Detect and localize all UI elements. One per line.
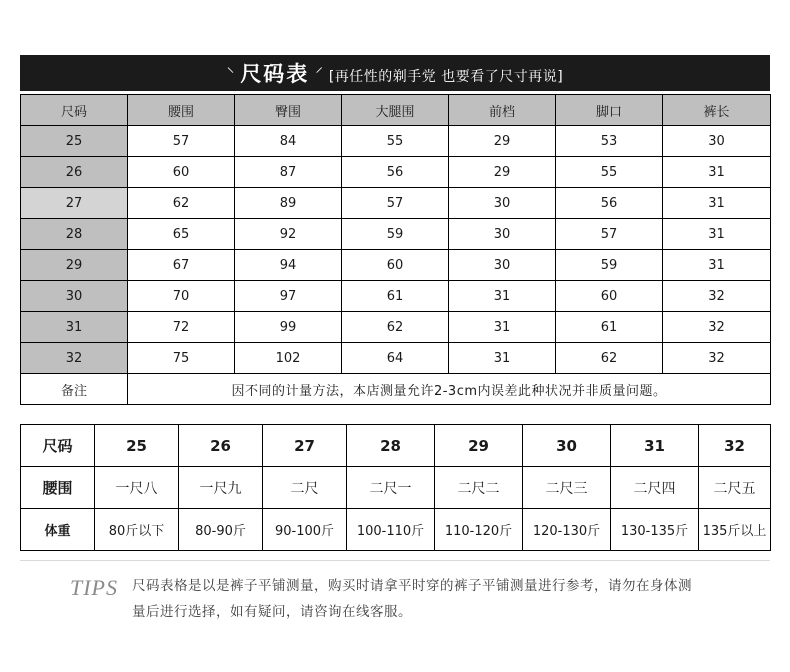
cell-weight: 130-135斤: [611, 509, 699, 551]
table-row: [21, 312, 771, 343]
column-header-hip: 臀围: [235, 95, 342, 126]
cell-hip: 97: [235, 281, 342, 312]
cell-leg-opening: 53: [556, 126, 663, 157]
cell-rise: 29: [449, 126, 556, 157]
cell-size: 27: [263, 425, 347, 467]
cell-thigh: 64: [342, 343, 449, 374]
cell-thigh: 55: [342, 126, 449, 157]
cell-length: 32: [663, 343, 771, 374]
chart-title-inner: [227, 58, 563, 88]
cell-waist: 75: [128, 343, 235, 374]
tips-row: [20, 573, 770, 625]
table-row: [21, 157, 771, 188]
tips-label: TIPS: [70, 575, 118, 600]
cell-length: 31: [663, 219, 771, 250]
table-row: [21, 281, 771, 312]
cell-size: 30: [21, 281, 128, 312]
table-row: [21, 126, 771, 157]
cell-waist-chi: 二尺: [263, 467, 347, 509]
cell-waist: 62: [128, 188, 235, 219]
size-table-head: [21, 95, 771, 126]
cell-weight: 90-100斤: [263, 509, 347, 551]
table-header-row: [21, 95, 771, 126]
cell-length: 31: [663, 250, 771, 281]
cell-weight: 135斤以上: [699, 509, 771, 551]
cell-size: 26: [179, 425, 263, 467]
cell-size: 28: [21, 219, 128, 250]
size-measurement-table: [20, 94, 771, 405]
page-subtitle: [再任性的剃手党 也要看了尺寸再说]: [328, 69, 564, 85]
cell-leg-opening: 56: [556, 188, 663, 219]
cell-hip: 102: [235, 343, 342, 374]
quote-right-icon: ⸍: [315, 65, 323, 82]
divider: [20, 560, 770, 561]
cell-hip: 87: [235, 157, 342, 188]
cell-size: 30: [523, 425, 611, 467]
cell-rise: 31: [449, 312, 556, 343]
cell-thigh: 59: [342, 219, 449, 250]
cell-size: 25: [21, 126, 128, 157]
cell-thigh: 56: [342, 157, 449, 188]
cell-leg-opening: 57: [556, 219, 663, 250]
cell-waist-chi: 一尺九: [179, 467, 263, 509]
table-row: [21, 188, 771, 219]
cell-thigh: 61: [342, 281, 449, 312]
column-header-waist: 腰围: [128, 95, 235, 126]
cell-rise: 29: [449, 157, 556, 188]
rowhead-size: 尺码: [21, 425, 95, 467]
cell-weight: 110-120斤: [435, 509, 523, 551]
column-header-leg-opening: 脚口: [556, 95, 663, 126]
cell-length: 31: [663, 188, 771, 219]
cell-waist: 72: [128, 312, 235, 343]
cell-waist-chi: 二尺一: [347, 467, 435, 509]
cell-weight: 80斤以下: [95, 509, 179, 551]
cell-leg-opening: 60: [556, 281, 663, 312]
cell-size: 27: [21, 188, 128, 219]
column-header-length: 裤长: [663, 95, 771, 126]
tips-block: [20, 560, 770, 625]
cell-size: 25: [95, 425, 179, 467]
cell-size: 32: [21, 343, 128, 374]
cell-size: 28: [347, 425, 435, 467]
column-header-thigh: 大腿围: [342, 95, 449, 126]
table-note-row: [21, 374, 771, 405]
cell-waist-chi: 一尺八: [95, 467, 179, 509]
rowhead-weight: 体重: [21, 509, 95, 551]
column-header-size: 尺码: [21, 95, 128, 126]
cell-hip: 92: [235, 219, 342, 250]
cell-size: 29: [435, 425, 523, 467]
cell-hip: 89: [235, 188, 342, 219]
cell-thigh: 62: [342, 312, 449, 343]
cell-thigh: 57: [342, 188, 449, 219]
table-row: [21, 467, 771, 509]
table-row: [21, 343, 771, 374]
cell-waist: 60: [128, 157, 235, 188]
table-row: [21, 425, 771, 467]
cell-waist: 65: [128, 219, 235, 250]
cell-waist: 70: [128, 281, 235, 312]
cell-rise: 30: [449, 219, 556, 250]
cell-rise: 30: [449, 250, 556, 281]
cell-waist-chi: 二尺三: [523, 467, 611, 509]
quote-left-icon: ⸌: [226, 65, 235, 82]
cell-leg-opening: 59: [556, 250, 663, 281]
cell-hip: 99: [235, 312, 342, 343]
cell-length: 31: [663, 157, 771, 188]
note-text: 因不同的计量方法，本店测量允许2-3cm内误差此种状况并非质量问题。: [128, 374, 771, 405]
cell-waist-chi: 二尺五: [699, 467, 771, 509]
cell-rise: 31: [449, 343, 556, 374]
waist-weight-body: [21, 425, 771, 551]
cell-waist: 67: [128, 250, 235, 281]
cell-leg-opening: 62: [556, 343, 663, 374]
rowhead-waist: 腰围: [21, 467, 95, 509]
table-row: [21, 509, 771, 551]
cell-length: 32: [663, 281, 771, 312]
cell-weight: 100-110斤: [347, 509, 435, 551]
note-label: 备注: [21, 374, 128, 405]
table-row: [21, 219, 771, 250]
cell-hip: 84: [235, 126, 342, 157]
size-table-body: [21, 126, 771, 405]
cell-hip: 94: [235, 250, 342, 281]
cell-size: 32: [699, 425, 771, 467]
cell-length: 30: [663, 126, 771, 157]
cell-size: 26: [21, 157, 128, 188]
cell-size: 31: [611, 425, 699, 467]
cell-rise: 31: [449, 281, 556, 312]
cell-leg-opening: 61: [556, 312, 663, 343]
tips-text: 尺码表格是以是裤子平铺测量，购买时请拿平时穿的裤子平铺测量进行参考，请勿在身体测量后进行选择，如有疑问，请咨询在线客服。: [132, 578, 692, 620]
cell-rise: 30: [449, 188, 556, 219]
waist-weight-table: [20, 424, 771, 551]
table-row: [21, 250, 771, 281]
cell-waist: 57: [128, 126, 235, 157]
cell-leg-opening: 55: [556, 157, 663, 188]
cell-weight: 80-90斤: [179, 509, 263, 551]
cell-waist-chi: 二尺四: [611, 467, 699, 509]
cell-size: 31: [21, 312, 128, 343]
column-header-rise: 前档: [449, 95, 556, 126]
cell-thigh: 60: [342, 250, 449, 281]
cell-length: 32: [663, 312, 771, 343]
cell-size: 29: [21, 250, 128, 281]
page-title: 尺码表: [240, 62, 310, 86]
chart-title-bar: [20, 55, 770, 91]
cell-weight: 120-130斤: [523, 509, 611, 551]
cell-waist-chi: 二尺二: [435, 467, 523, 509]
